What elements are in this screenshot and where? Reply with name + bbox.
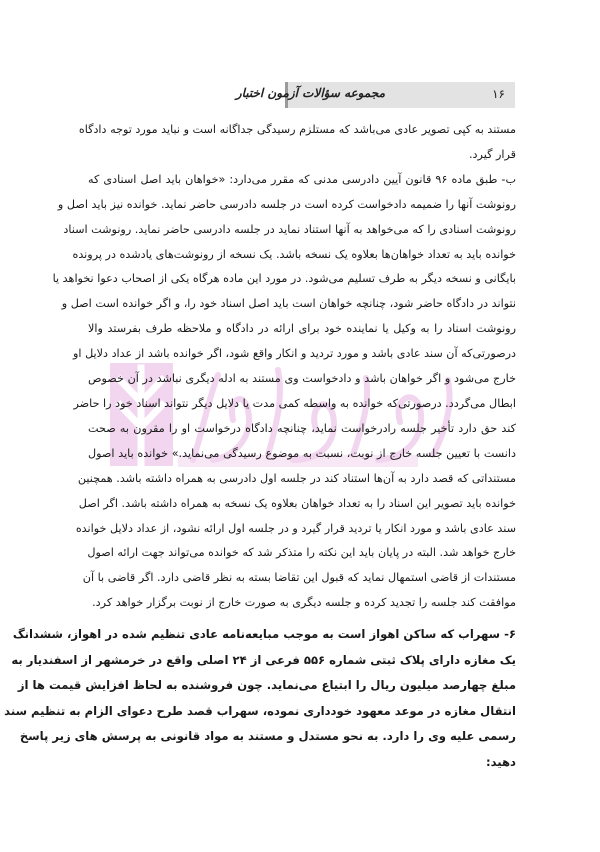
text-line: خوانده باید تصویر این اسناد را به تعداد خواهان بعلاوه یک نسخه به همراه داشته باشد. اگر اصل [78, 496, 516, 510]
text-line: قرار گیرد. [468, 147, 516, 161]
text-line: سند عادی باشد و مورد انکار یا تردید قرار گیرد و در جلسه اول ارائه نشود، از عداد دلایل خوانده [75, 521, 516, 535]
text-line: خارج خواهد شد. البته در پایان باید این نکته را متذکر شد که خوانده می‌تواند جهت ارائه اصول [87, 546, 516, 560]
text-line: کند حق دارد تأخیر جلسه رادرخواست نماید، چنانچه دادگاه درخواست او را مقرون به صحت [88, 421, 516, 435]
text-line: نتواند در دادگاه حاضر شود، چنانچه خواهان است باید اصل اسناد خود را، و اگر خوانده است اصل و [61, 297, 516, 311]
text-line: موافقت کند جلسه را تجدید کرده و جلسه دیگری به صورت خارج از نوبت برگزار خواهد کرد. [92, 596, 516, 610]
paragraph-answer-b [52, 168, 516, 616]
text-line: خارج می‌شود و اگر خواهان باشد و دادخواست وی مستند به ادله دیگری نباشد در آن خصوص [88, 372, 516, 386]
page-header [235, 82, 515, 108]
document-body [52, 118, 516, 616]
question-line: یک مغازه دارای پلاک ثبتی شماره ۵۵۶ فرعی از ۲۴ اصلی واقع در خرمشهر از اسفندیار به [11, 652, 516, 667]
text-line: درصورتی‌که آن سند عادی باشد و مورد تردید و انکار واقع شود، اگر خوانده باشد از عداد دلایل او [73, 347, 516, 361]
question-line: انتقال مغازه در موعد معهود خودداری نموده، سهراب قصد طرح دعوای الزام به تنظیم سند [4, 703, 516, 718]
paragraph-continuation [78, 118, 516, 168]
question-line: رسمی علیه وی را دارد. به نحو مستدل و مستند به مواد قانونی به پرسش های زیر پاسخ [19, 729, 516, 744]
question-line: ۶- سهراب که ساکن اهواز است به موجب مبایعه‌نامه عادی تنظیم شده در اهواز، ششدانگ [12, 627, 516, 641]
text-line: ابطال می‌گردد. درصورتی‌که خوانده به واسطه کمی مدت یا دلایل دیگر نتواند اسناد خود را حاضر [73, 396, 516, 410]
question-line: دهید: [485, 754, 516, 769]
text-line: رونوشت اسنادی را که می‌خواهد به آنها استناد نماید در جلسه دادرسی حاضر نماید. رونوشت اسناد [63, 222, 516, 236]
question-6 [4, 622, 516, 776]
text-line: ب- طبق ماده ۹۶ قانون آیین دادرسی مدنی که مقرر می‌دارد: «خواهان باید اصل اسنادی که [88, 172, 516, 186]
text-line: مستنداتی که قصد دارد به آن‌ها استناد کند در جلسه اول دادرسی به همراه داشته باشد. همچنین [77, 471, 516, 485]
text-line: مستند به کپی تصویر عادی می‌باشد که مستلزم رسیدگی جداگانه است و نباید مورد توجه دادگاه [78, 123, 516, 136]
text-line: دانست با تعیین جلسه خارج از نوبت، نسبت به موضوع رسیدگی می‌نماید.» خوانده باید اصول [88, 446, 516, 460]
page-number: ۱۶ [492, 87, 505, 101]
text-line: مستندات از قاضی استمهال نماید که قبول این تقاضا بسته به نظر قاضی دارد. اگر قاضی با آن [82, 571, 516, 585]
text-line: رونوشت اسناد را به وکیل یا نماینده خود برای ارائه در دادگاه و ملاحظه طرف بفرستد والا [88, 322, 516, 336]
text-line: رونوشت آنها را ضمیمه دادخواست کرده است در جلسه دادرسی حاضر نماید. خوانده نیز باید اصل و [57, 197, 516, 211]
question-line: مبلغ چهارصد میلیون ریال را ابتیاع می‌نماید. چون فروشنده به لحاظ افزایش قیمت ها از [17, 678, 516, 693]
text-line: بایگانی و نسخه دیگر به طرف تسلیم می‌شود. در مورد این ماده هرگاه یکی از اصحاب دعوا نخواهد یا [52, 272, 516, 286]
text-line: خوانده باید به تعداد خواهان‌ها بعلاوه یک نسخه باشد. یک نسخه از رونوشت‌های یادشده در پرونده [72, 247, 516, 261]
book-title: مجموعه سؤالات آزمون اختبار [235, 86, 385, 100]
